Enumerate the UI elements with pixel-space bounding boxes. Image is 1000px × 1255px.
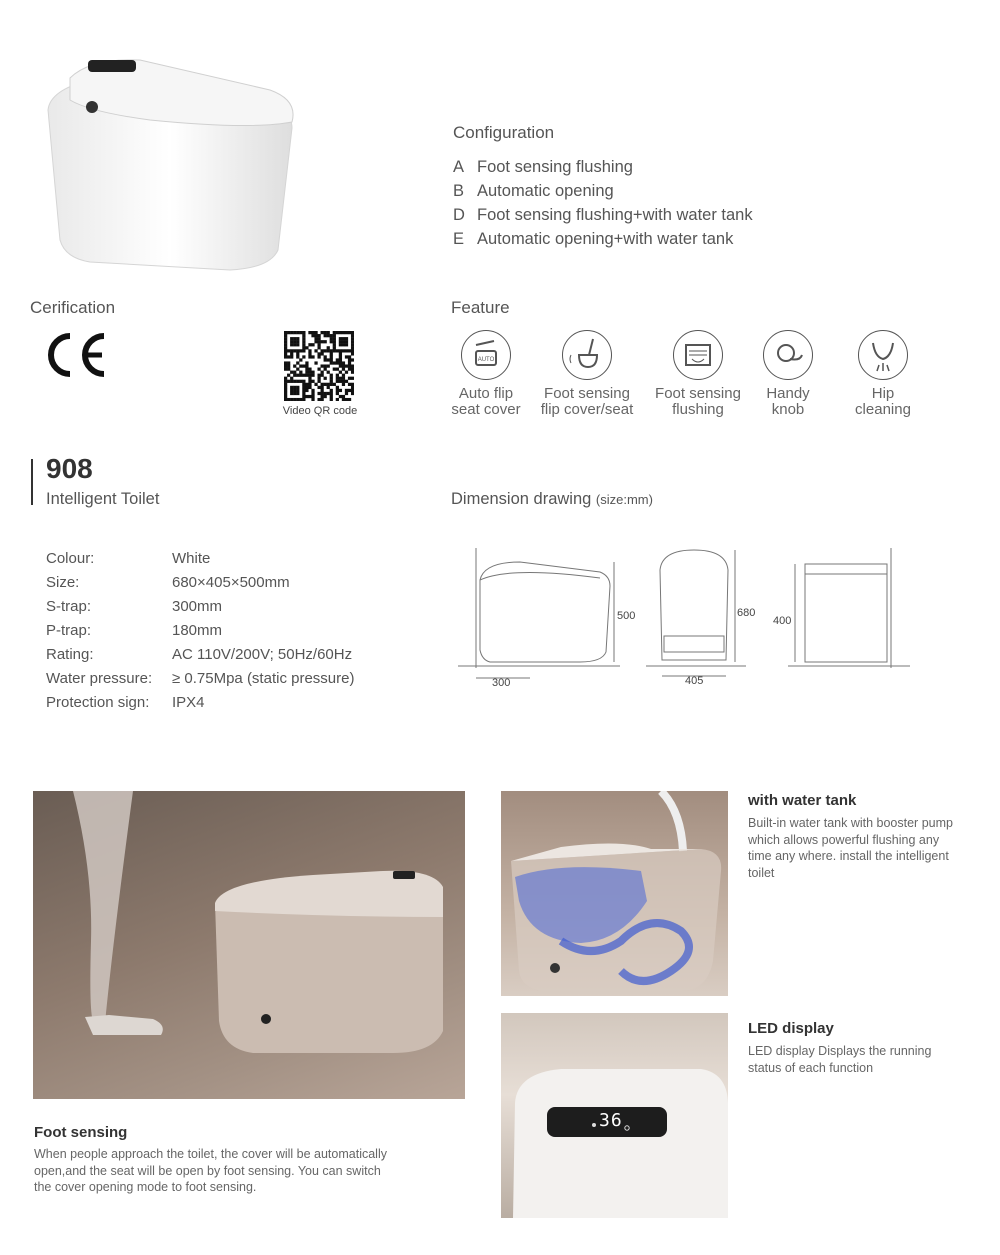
- certification-title: Cerification: [30, 298, 116, 317]
- feature-hip-cleaning: Hip cleaning: [833, 330, 933, 418]
- config-item: E Automatic opening+with water tank: [453, 230, 734, 248]
- dimension-drawing: [450, 540, 920, 700]
- auto-flip-icon: [461, 330, 511, 380]
- foot-sensing-caption-title: Foot sensing: [34, 1124, 128, 1141]
- title-accent-bar: [31, 459, 33, 505]
- feature-foot-sensing-flush: Foot sensing flushing: [648, 330, 748, 418]
- dimension-title: Dimension drawing (size:mm): [451, 490, 653, 508]
- led-caption-title: LED display: [748, 1020, 834, 1037]
- led-readout: 36: [599, 1110, 623, 1131]
- dim-label-405: 405: [685, 675, 704, 687]
- dim-label-400: 400: [773, 615, 792, 627]
- hip-cleaning-icon: [858, 330, 908, 380]
- configuration-title: Configuration: [453, 123, 555, 142]
- spec-row: P-trap: 180mm: [46, 622, 223, 639]
- feature-handy-knob: Handy knob: [738, 330, 838, 418]
- spec-row: Size: 680×405×500mm: [46, 574, 290, 591]
- spec-row: S-trap: 300mm: [46, 598, 223, 615]
- config-item: D Foot sensing flushing+with water tank: [453, 206, 753, 224]
- spec-row: Protection sign: IPX4: [46, 694, 205, 711]
- dim-label-500: 500: [617, 610, 636, 622]
- led-display-photo: [501, 1013, 728, 1218]
- spec-row: Water pressure: ≥ 0.75Mpa (static pressure): [46, 670, 355, 687]
- water-tank-caption-text: Built-in water tank with booster pump which allows powerful flushing any time any where. install the intelligent toilet: [748, 816, 953, 880]
- product-name: Intelligent Toilet: [46, 490, 160, 508]
- dim-label-300: 300: [492, 677, 511, 689]
- config-item: A Foot sensing flushing: [453, 158, 633, 176]
- config-item: B Automatic opening: [453, 182, 614, 200]
- svg-text:AUTO: AUTO: [477, 357, 495, 363]
- ce-mark-icon: [42, 330, 112, 380]
- foot-sensing-photo: [33, 791, 465, 1099]
- water-tank-photo: [501, 791, 728, 996]
- foot-sensing-flush-icon: [673, 330, 723, 380]
- feature-foot-sensing-cover: Foot sensing flip cover/seat: [537, 330, 637, 418]
- qr-code-icon[interactable]: [284, 331, 354, 401]
- water-tank-caption-title: with water tank: [748, 792, 857, 809]
- foot-sensing-caption-text: When people approach the toilet, the cover will be automatically open,and the seat will be open by foot sensing. You can switch the cover opening mode to foot sensing.: [34, 1147, 387, 1194]
- spec-row: Rating: AC 110V/200V; 50Hz/60Hz: [46, 646, 353, 663]
- toilet-product-image: [30, 50, 310, 280]
- dim-label-680: 680: [737, 607, 756, 619]
- knob-icon: [763, 330, 813, 380]
- foot-sensing-cover-icon: [562, 330, 612, 380]
- feature-title: Feature: [451, 298, 510, 317]
- led-caption-text: LED display Displays the running status of each function: [748, 1044, 932, 1075]
- spec-row: Colour: White: [46, 550, 211, 567]
- qr-caption: Video QR code: [282, 405, 358, 417]
- model-number: 908: [46, 453, 93, 484]
- feature-auto-flip: AUTO Auto flip seat cover: [436, 330, 536, 418]
